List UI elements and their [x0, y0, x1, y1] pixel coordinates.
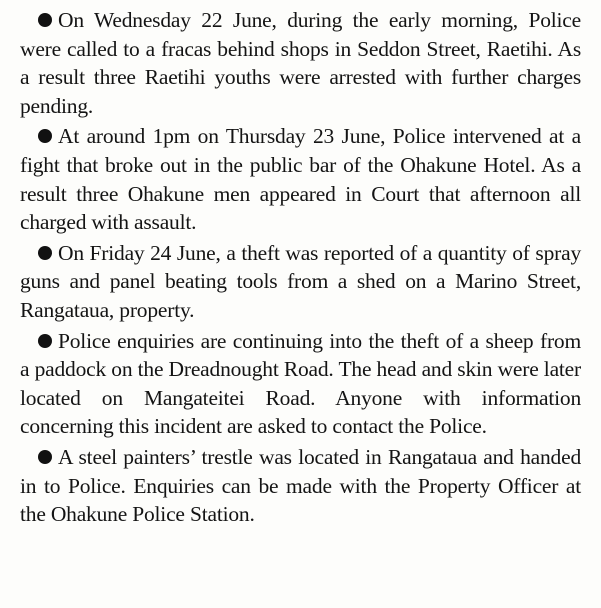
bullet-dot-icon	[38, 450, 52, 464]
news-item-text: Police enquiries are continuing into the theft of a sheep from a paddock on the Dreadnought Road. The head and skin were later located on Mangateitei Road. Anyone with information concerning this incident are asked to contact the Police.	[20, 328, 581, 439]
news-item	[20, 443, 581, 529]
news-item	[20, 239, 581, 325]
bullet-dot-icon	[38, 246, 52, 260]
bullet-dot-icon	[38, 334, 52, 348]
news-item	[20, 327, 581, 441]
news-item-text: On Friday 24 June, a theft was reported of a quantity of spray guns and panel beating tools from a shed on a Marino Street, Rangataua, property.	[20, 240, 581, 322]
news-item-text: At around 1pm on Thursday 23 June, Police intervened at a fight that broke out in the public bar of the Ohakune Hotel. As a result three Ohakune men appeared in Court that afternoon all charged with assault.	[20, 124, 581, 235]
news-item	[20, 6, 581, 120]
news-item-text: A steel painters’ trestle was located in Rangataua and handed in to Police. Enquiries can be made with the Property Officer at the Ohakune Police Station.	[20, 444, 581, 527]
police-notes-column	[20, 6, 581, 531]
bullet-dot-icon	[38, 129, 52, 143]
news-item	[20, 122, 581, 236]
news-item-text: On Wednesday 22 June, during the early morning, Police were called to a fracas behind shops in Seddon Street, Raetihi. As a result three Raetihi youths were arrested with further charges pending.	[20, 8, 581, 118]
bullet-dot-icon	[38, 13, 52, 27]
